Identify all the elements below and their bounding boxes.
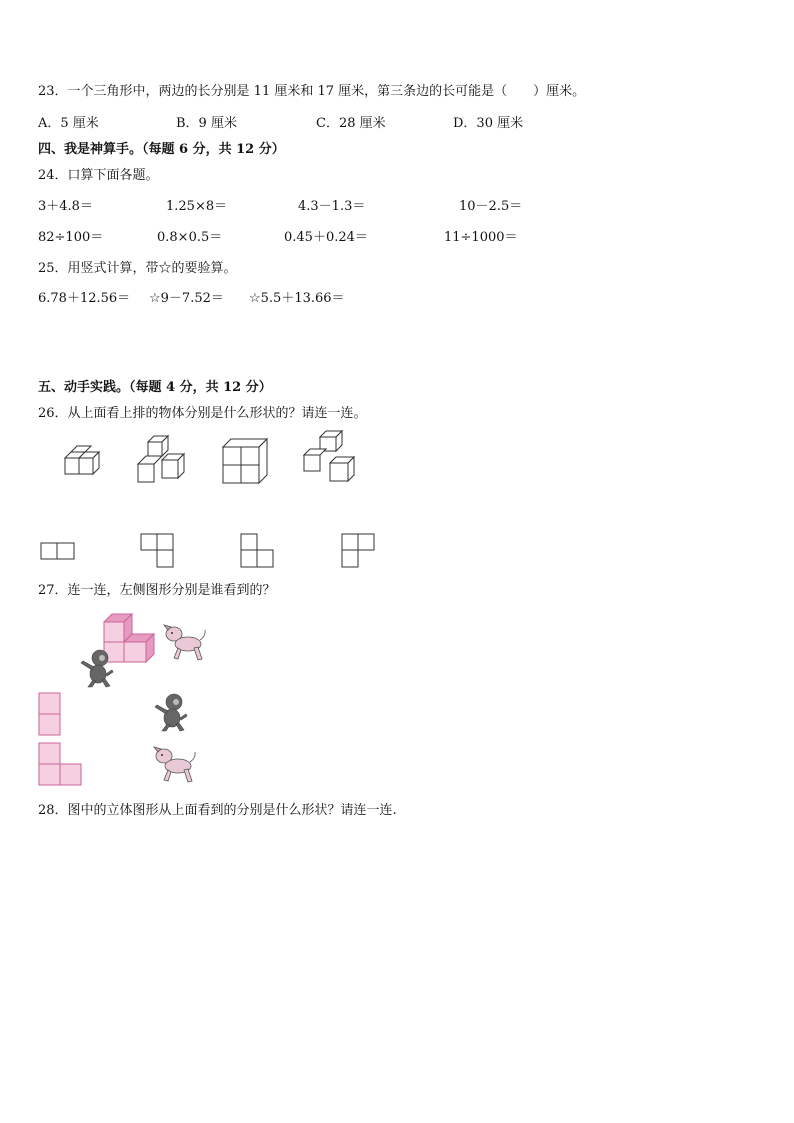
- q24-r2-c2: 0.8×0.5＝: [157, 230, 223, 245]
- monkey-icon: [78, 648, 114, 688]
- dog-icon: [162, 624, 208, 664]
- q23-text: 23．一个三角形中，两边的长分别是 11 厘米和 17 厘米，第三条边的长可能是（ ）厘米。: [38, 84, 586, 99]
- q24-r2-c4: 11÷1000＝: [444, 230, 518, 245]
- q23-option-d: D．30 厘米: [453, 116, 524, 131]
- section5-heading: 五、动手实践。（每题 4 分，共 12 分）: [38, 380, 272, 395]
- q24-text: 24．口算下面各题。: [38, 168, 159, 183]
- q25-text: 25．用竖式计算，带☆的要验算。: [38, 261, 237, 276]
- q26-solid-4: [300, 431, 356, 483]
- q24-r1-c2: 1.25×8＝: [166, 199, 228, 214]
- q26-view-4: [341, 533, 377, 569]
- q28-text: 28．图中的立体图形从上面看到的分别是什么形状？请连一连.: [38, 803, 397, 818]
- section4-heading: 四、我是神算手。（每题 6 分，共 12 分）: [38, 142, 285, 157]
- q24-r2-c1: 82÷100＝: [38, 230, 104, 245]
- q26-solid-2: [136, 436, 188, 486]
- q26-solid-3: [221, 437, 269, 485]
- q27-text: 27．连一连，左侧图形分别是谁看到的？: [38, 583, 276, 598]
- q24-r2-c3: 0.45＋0.24＝: [284, 230, 368, 245]
- monkey-icon: [152, 692, 188, 732]
- q25-item-1: 6.78＋12.56＝: [38, 291, 131, 306]
- q24-r1-c3: 4.3－1.3＝: [298, 199, 366, 214]
- q23-option-c: C．28 厘米: [316, 116, 386, 131]
- q24-r1-c4: 10－2.5＝: [459, 199, 523, 214]
- q26-text: 26．从上面看上排的物体分别是什么形状的？请连一连。: [38, 406, 367, 421]
- q26-view-1: [40, 542, 76, 560]
- q23-option-a: A．5 厘米: [38, 116, 99, 131]
- q25-item-3: ☆5.5＋13.66＝: [249, 291, 345, 306]
- q26-view-3: [240, 533, 276, 569]
- q27-view-vertical-pair: [38, 692, 62, 736]
- q27-view-l-shape: [38, 742, 84, 786]
- q25-item-2: ☆9－7.52＝: [149, 291, 224, 306]
- q23-option-b: B．9 厘米: [176, 116, 237, 131]
- q24-r1-c1: 3＋4.8＝: [38, 199, 93, 214]
- q26-view-2: [140, 533, 176, 569]
- dog-icon: [152, 746, 198, 786]
- q26-solid-1: [57, 440, 105, 484]
